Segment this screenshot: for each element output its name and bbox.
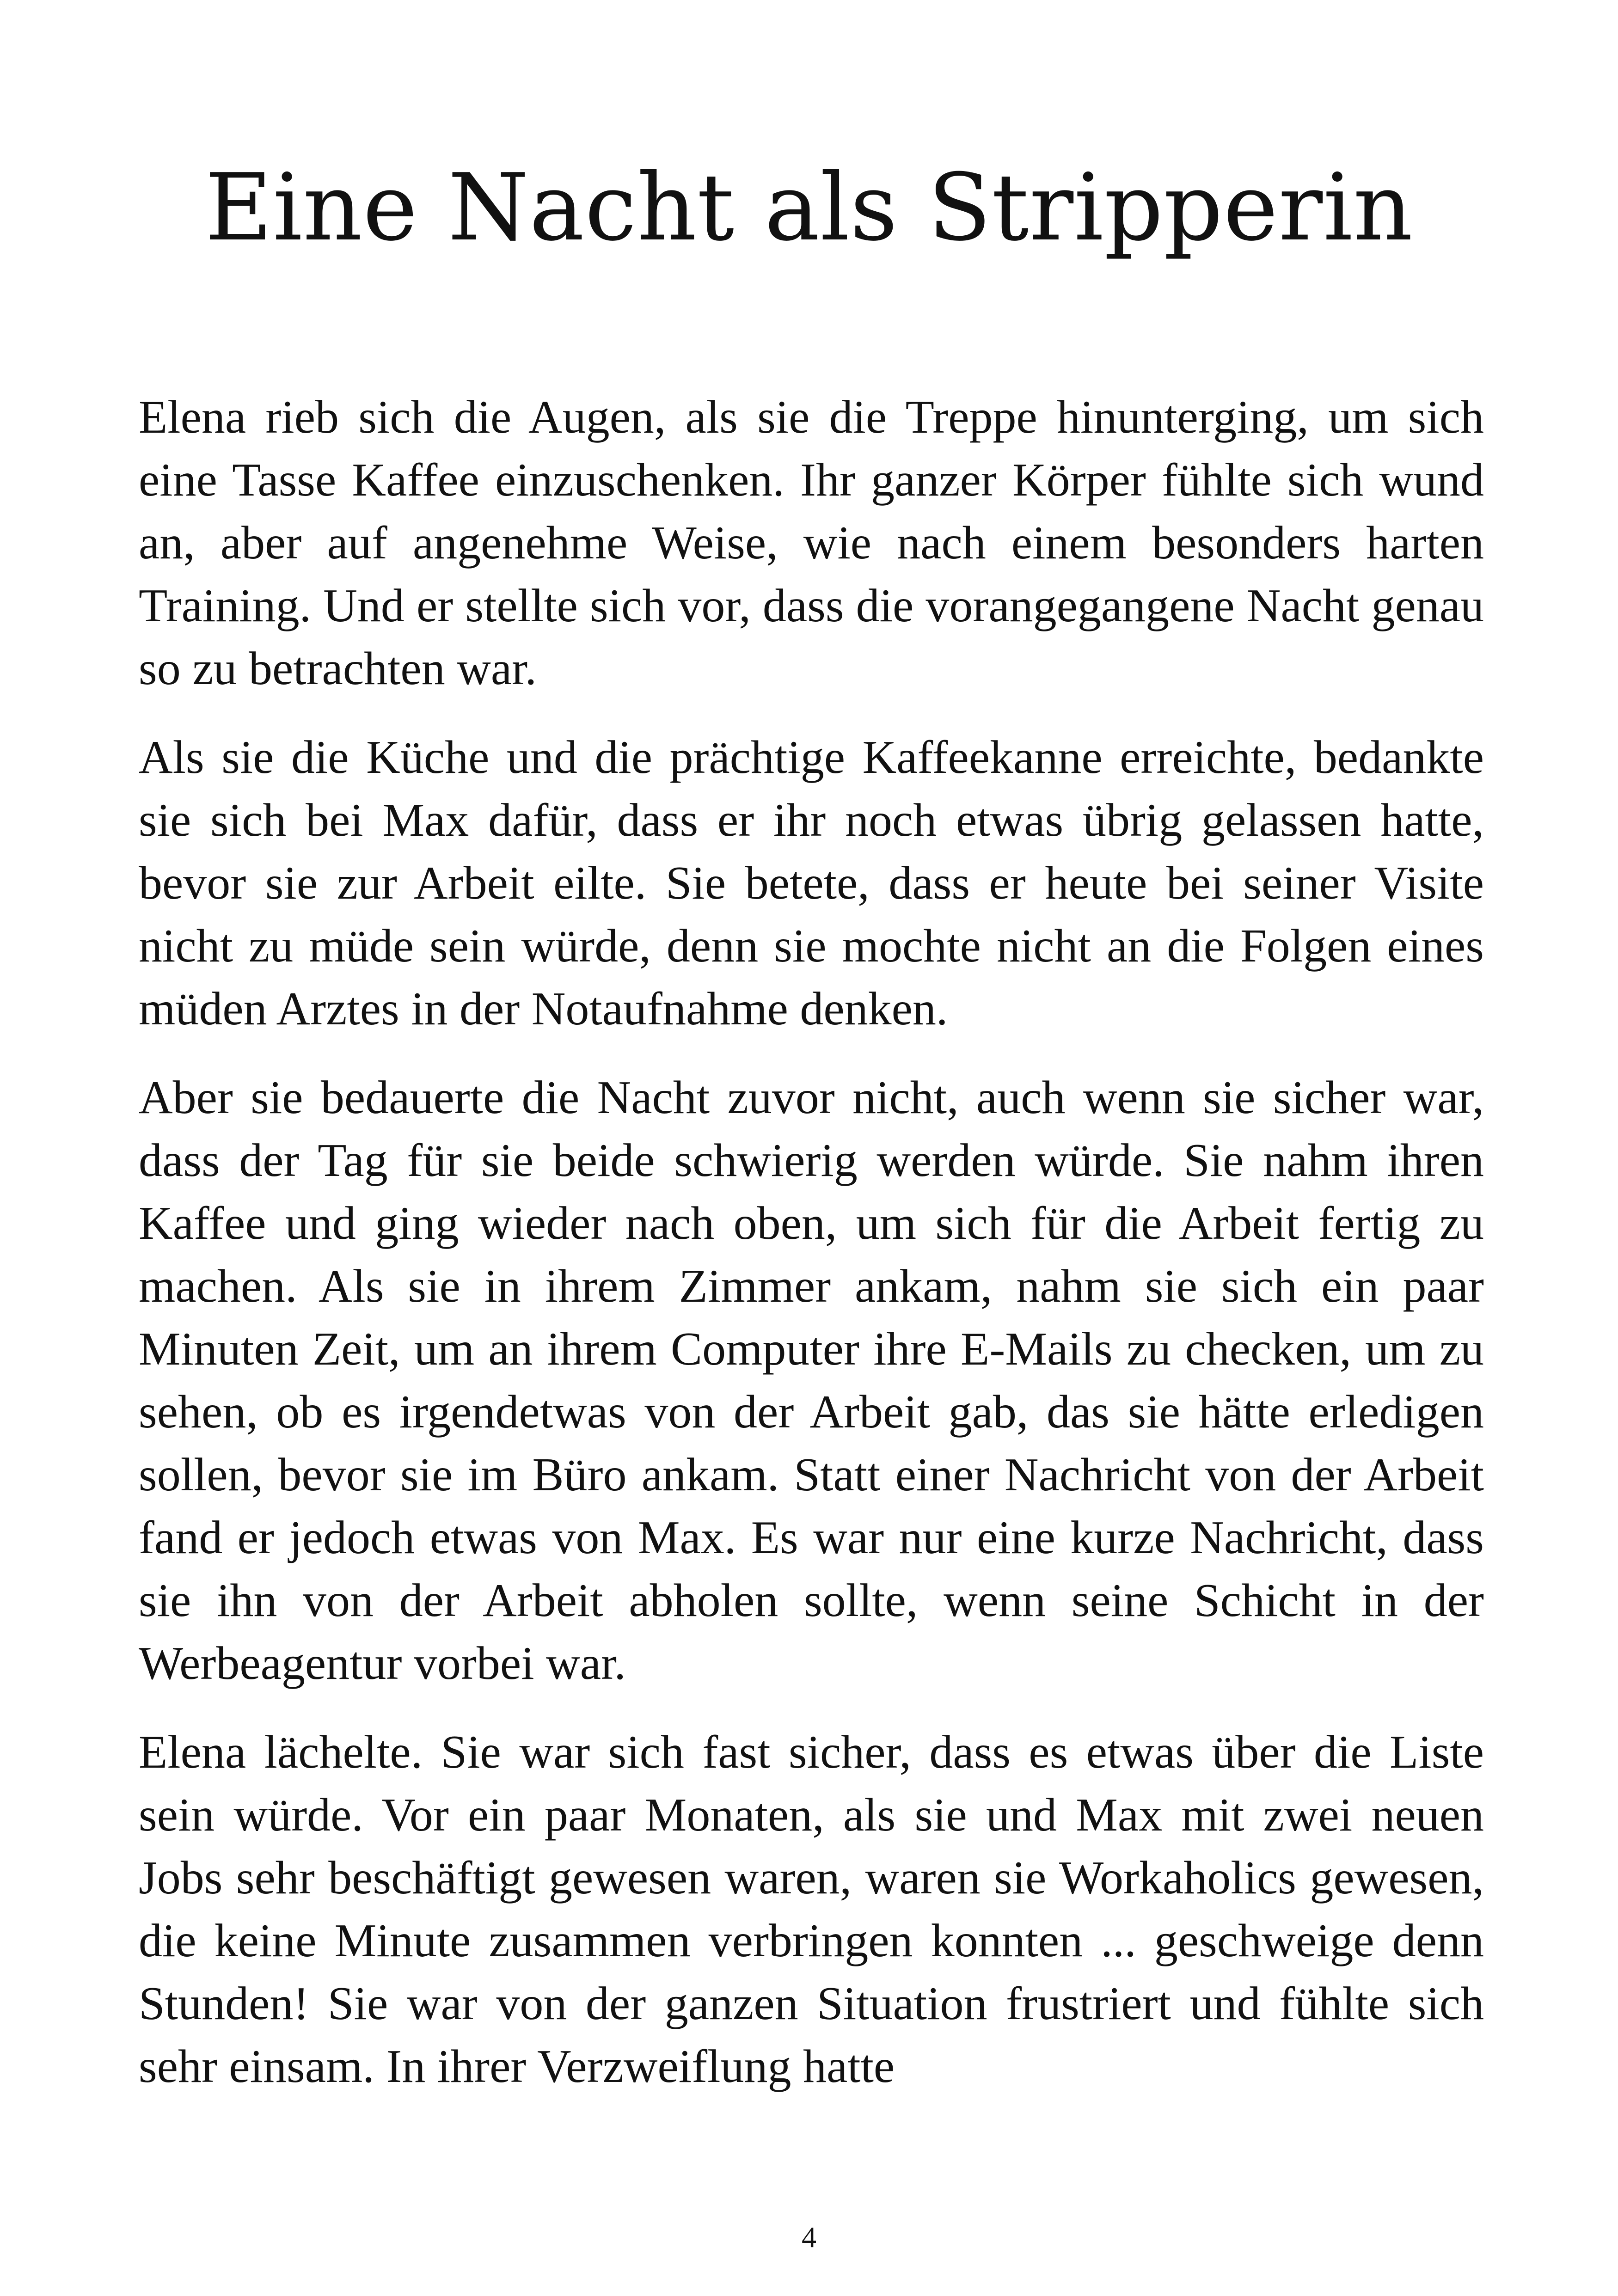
paragraph-3: Aber sie bedauerte die Nacht zuvor nicht, auch wenn sie sicher war, dass der Tag für sie beide schwierig werden würde. Sie nahm ihren Kaffee und ging wieder nach oben, um sich für die Arbeit fertig zu machen. Als sie in ihrem Zimmer ankam, nahm sie sich ein paar Minuten Zeit, um an ihrem Computer ihre E-Mails zu checken, um zu sehen, ob es irgendetwas von der Arbeit gab, das sie hätte erledigen sollen, bevor sie im Büro ankam. Statt einer Nachricht von der Arbeit fand er jedoch etwas von Max. Es war nur eine kurze Nachricht, dass sie ihn von der Arbeit abholen sollte, wenn seine Schicht in der Werbeagentur vorbei war.	[139, 1071, 1484, 1690]
page-title: Eine Nacht als Stripperin	[205, 154, 1413, 262]
page-number: 4	[802, 2221, 816, 2253]
paragraph-2: Als sie die Küche und die prächtige Kaffeekanne erreichte, bedankte sie sich bei Max dafür, dass er ihr noch etwas übrig gelassen hatte, bevor sie zur Arbeit eilte. Sie betete, dass er heute bei seiner Visite nicht zu müde sein würde, denn sie mochte nicht an die Folgen eines müden Arztes in der Notaufnahme denken.	[139, 731, 1484, 1035]
paragraph-4: Elena lächelte. Sie war sich fast sicher, dass es etwas über die Liste sein würde. Vor ein paar Monaten, als sie und Max mit zwei neuen Jobs sehr beschäftigt gewesen waren, waren sie Workaholics gewesen, die keine Minute zusammen verbringen konnten ... geschweige denn Stunden! Sie war von der ganzen Situation frustriert und fühlte sich sehr einsam. In ihrer Verzweiflung hatte	[139, 1726, 1484, 2093]
paragraph-1: Elena rieb sich die Augen, als sie die Treppe hinunterging, um sich eine Tasse Kaffee einzuschenken. Ihr ganzer Körper fühlte sich wund an, aber auf angenehme Weise, wie nach einem besonders harten Training. Und er stellte sich vor, dass die vorangegangene Nacht genau so zu betrachten war.	[139, 391, 1484, 695]
body-text	[139, 386, 1484, 2124]
